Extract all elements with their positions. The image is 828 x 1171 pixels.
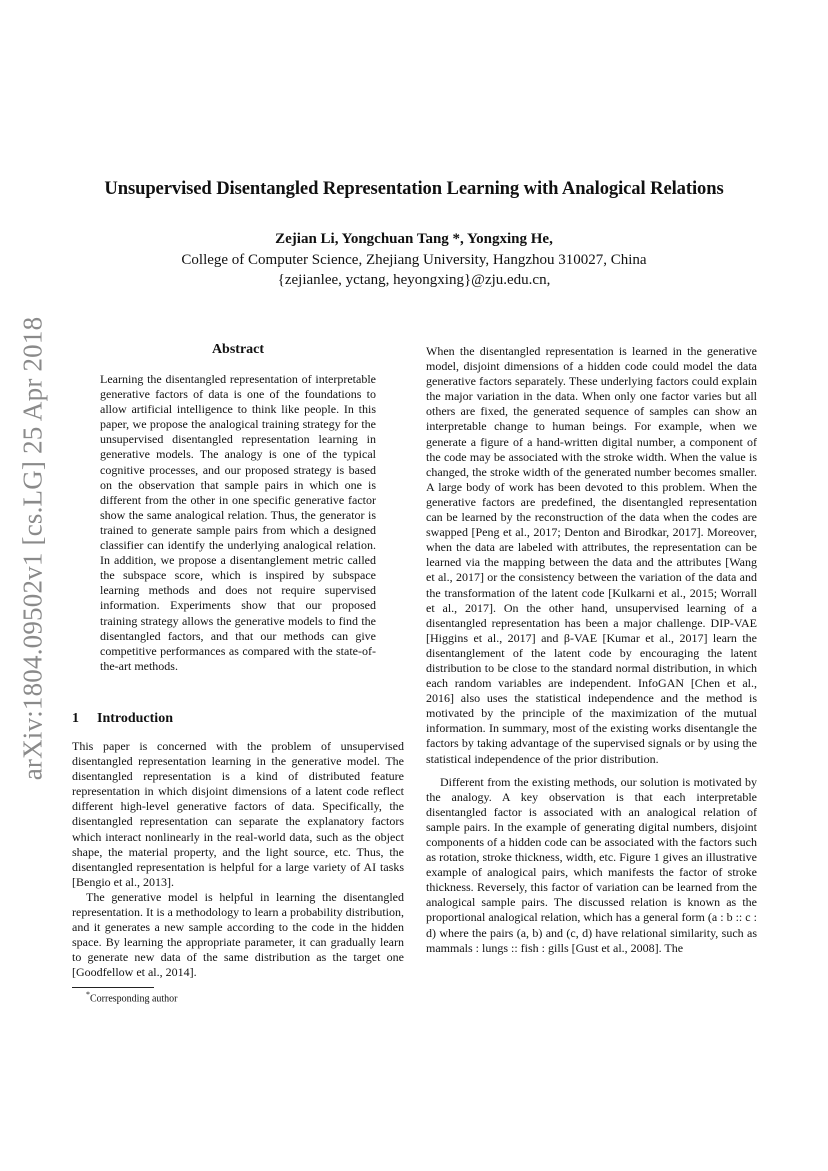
- right-column-body: [426, 344, 757, 956]
- arxiv-identifier-stamp: [12, 316, 54, 780]
- left-column-body: [72, 739, 404, 981]
- abstract-text: Learning the disentangled representation of interpretable generative factors of data is one of the foundations to allow artificial intelligence to think like people. In this paper, we propose the analogical training strategy for the unsupervised disentangled representation learning in generative models. The analogy is one of the typical cognitive processes, and our proposed strategy is based on the observation that sample pairs in which one is different from the other in one specific generative factor show the same analogical relation. Thus, the generator is trained to generate sample pairs from which a designed classifier can identify the underlying analogical relation. In addition, we propose a disentanglement metric called the subspace score, which is inspired by subspace learning methods and does not require supervised information. Experiments show that our proposed training strategy allows the generative models to find the disentangled factors, and that our methods can give competitive performances as compared with the state-of-the-art methods.: [100, 372, 376, 673]
- paper-title: Unsupervised Disentangled Representation Learning with Analogical Relations: [104, 178, 724, 199]
- affiliation: College of Computer Science, Zhejiang University, Hangzhou 310027, China: [181, 252, 647, 268]
- section-heading-introduction: [72, 711, 173, 727]
- footnote: [86, 990, 178, 1004]
- right-paragraph-2: Different from the existing methods, our solution is motivated by the analogy. A key observation is that each interpretable disentangled factor is associated with an analogical relation of sample pairs. In the example of generating digital numbers, disjoint components of a hidden code can be associated with the factors such as rotation, stroke thickness, width, etc. Figure 1 gives an illustrative example of analogical pairs, which manifests the factor of stroke thickness. Reversely, this factor of variation can be learned from the analogical sample pairs. The discussed relation is known as the proportional analogical relation, which has a general form (a : b :: c : d) where the pairs (a, b) and (c, d) have relational similarity, such as mammals : lungs :: fish : gills [Gust et al., 2008]. The: [426, 774, 757, 955]
- arxiv-stamp-text: arXiv:1804.09502v1 [cs.LG] 25 Apr 2018: [17, 316, 48, 780]
- intro-paragraph-1: This paper is concerned with the problem of unsupervised disentangled representation learning in the generative model. The disentangled representation is a kind of distributed feature representation in which disjoint dimensions of a latent code reflect different high-level generative factors of data. Specifically, the disentangled representation can separate the explanatory factors which interact nonlinearly in the real-world data, such as the object shape, the material property, and the light source, etc. Thus, the disentangled representation is helpful for a large variety of AI tasks [Bengio et al., 2013].: [72, 739, 404, 889]
- footnote-mark: *: [86, 990, 90, 999]
- footnote-text: Corresponding author: [90, 993, 178, 1005]
- intro-paragraph-2: The generative model is helpful in learning the disentangled representation. It is a methodology to learn a probability distribution, and it generates a new sample according to the code in the hidden space. By learning the appropriate parameter, it can gradually learn to generate new data of the same distribution as the target one [Goodfellow et al., 2014].: [72, 889, 404, 980]
- abstract-heading: Abstract: [211, 342, 265, 357]
- right-paragraph-1: When the disentangled representation is learned in the generative model, disjoint dimensions of a hidden code could model the data generative factors separately. These underlying factors could explain the major variation in the data. When only one factor varies but all others are fixed, the generated sequence of samples can show an interpretable change to human beings. For example, when we generate a figure of a hand-written digital number, a component of the code may be associated with the stroke width. When the value is changed, the stroke width of the generated number becomes smaller. A large body of work has been devoted to this problem. When the generative factors are predefined, the disentangled representation can be learned by the reconstruction of the data when the codes are swapped [Peng et al., 2017; Denton and Birodkar, 2017]. Moreover, when the data are labeled with attributes, the representation can be learned via the mapping between the data and the attributes [Wang et al., 2017] or the consistency between the variation of the data and the transformation of the latent code [Kulkarni et al., 2015; Worrall et al., 2017]. On the other hand, unsupervised learning of a disentangled representation has been a major challenge. DIP-VAE [Higgins et al., 2017] and β-VAE [Kumar et al., 2017] learn the disentanglement of the latent code by encouraging the latent distribution to be close to the standard normal distribution, in which each random variables are independent. InfoGAN [Chen et al., 2016] also uses the statistical independence and the method is motivated by the principle of the maximization of the mutual information. In summary, most of the existing works disentangle the factors by taking advantage of the supervised signals or by using the statistical independence of the prior distribution.: [426, 344, 757, 766]
- section-title: Introduction: [97, 711, 173, 726]
- author-list: Zejian Li, Yongchuan Tang *, Yongxing He,: [275, 231, 553, 247]
- footnote-divider: [72, 987, 154, 988]
- author-emails: {zejianlee, yctang, heyongxing}@zju.edu.cn,: [277, 272, 551, 288]
- section-number: 1: [72, 711, 79, 726]
